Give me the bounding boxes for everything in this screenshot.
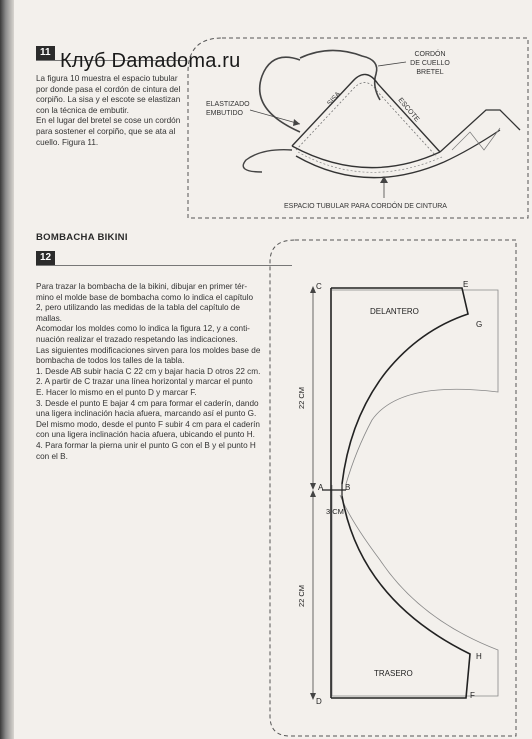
text-line: Acomodar los moldes como lo indica la figura 12, y a conti- [36, 324, 250, 334]
point-h: H [476, 652, 482, 661]
label-escote: ESCOTE [396, 96, 421, 124]
dim-arrow-top-down [310, 483, 316, 490]
text-line: Del mismo modo, desde el punto F subir 4 cm para el caderín [36, 419, 260, 429]
base-front-outline [332, 290, 498, 484]
point-d: D [316, 697, 322, 706]
text-line: La figura 10 muestra el espacio tubular [36, 74, 178, 83]
point-b: B [345, 483, 351, 492]
text-line: con una ligera inclinación hacia afuera, ubicando el punto H. [36, 430, 255, 440]
text-line: con la técnica de embutir. [36, 105, 129, 115]
text-line: En el lugar del bretel se cose un cordón [36, 116, 181, 126]
text-line: nuación realizar el trazado respetando las indicaciones. [36, 334, 238, 344]
text-line: mino el molde base de bombacha como lo indica el capítulo [36, 292, 254, 302]
front-piece-outline [331, 288, 468, 484]
label-22cm-bottom: 22 CM [297, 584, 306, 608]
text-line: para sostener el corpiño, que se ata al [36, 126, 176, 136]
text-line: una ligera inclinación hacia afuera, marcando así el punto G. [36, 409, 257, 419]
label-espacio: ESPACIO TUBULAR PARA CORDÓN DE CINTURA [284, 203, 447, 210]
section-12-title: BOMBACHA BIKINI [36, 232, 128, 243]
label-sisa: SISA [326, 90, 343, 108]
section-number-11: 11 [36, 46, 55, 60]
label-elastizado-2: EMBUTIDO [206, 110, 243, 117]
text-line: 2, pero utilizando las medidas de la tabla del capítulo de [36, 303, 240, 313]
text-line: 4. Para formar la pierna unir el punto G con el B y el punto H [36, 440, 256, 450]
back-piece-outline [331, 496, 470, 698]
label-elastizado-1: ELASTIZADO [206, 101, 250, 108]
label-cordon-1: CORDÓN [414, 51, 446, 58]
text-line: 3. Desde el punto E bajar 4 cm para formar el caderín, dando [36, 398, 259, 408]
label-3cm: 3 CM [326, 507, 344, 516]
point-f: F [470, 691, 475, 700]
base-back-outline [332, 485, 498, 696]
watermark: Клуб Damadoma.ru [60, 50, 241, 72]
text-line: por donde pasa el cordón de cintura del [36, 84, 181, 94]
text-line: 1. Desde AB subir hacia C 22 cm y bajar hacia D otros 22 cm. [36, 366, 261, 376]
text-line: bombacha de todos los talles de la tabla. [36, 356, 185, 366]
dim-arrow-bottom-up [310, 490, 316, 497]
section-number-12: 12 [36, 251, 55, 265]
label-cordon-2: DE CUELLO [410, 60, 450, 67]
text-line: Las siguientes modificaciones sirven para los moldes base de [36, 345, 261, 355]
text-line: corpiño. La sisa y el escote se elastizan [36, 95, 181, 105]
point-c: C [316, 282, 322, 291]
text-line: con el B. [36, 451, 68, 461]
point-a: A [318, 483, 324, 492]
text-line: 2. A partir de C trazar una línea horizontal y marcar el punto [36, 377, 253, 387]
point-g: G [476, 320, 483, 329]
label-delantero: DELANTERO [370, 307, 419, 316]
text-line: Para trazar la bombacha de la bikini, dibujar en primer tér- [36, 282, 248, 291]
point-e: E [463, 280, 469, 289]
text-line: E. Hacer lo mismo en el punto D y marcar F. [36, 387, 197, 397]
text-line: mallas. [36, 313, 62, 323]
text-line: cuello. Figura 11. [36, 137, 99, 147]
label-trasero: TRASERO [374, 669, 413, 678]
label-cordon-3: BRETEL [416, 69, 444, 76]
label-22cm-top: 22 CM [297, 386, 306, 410]
